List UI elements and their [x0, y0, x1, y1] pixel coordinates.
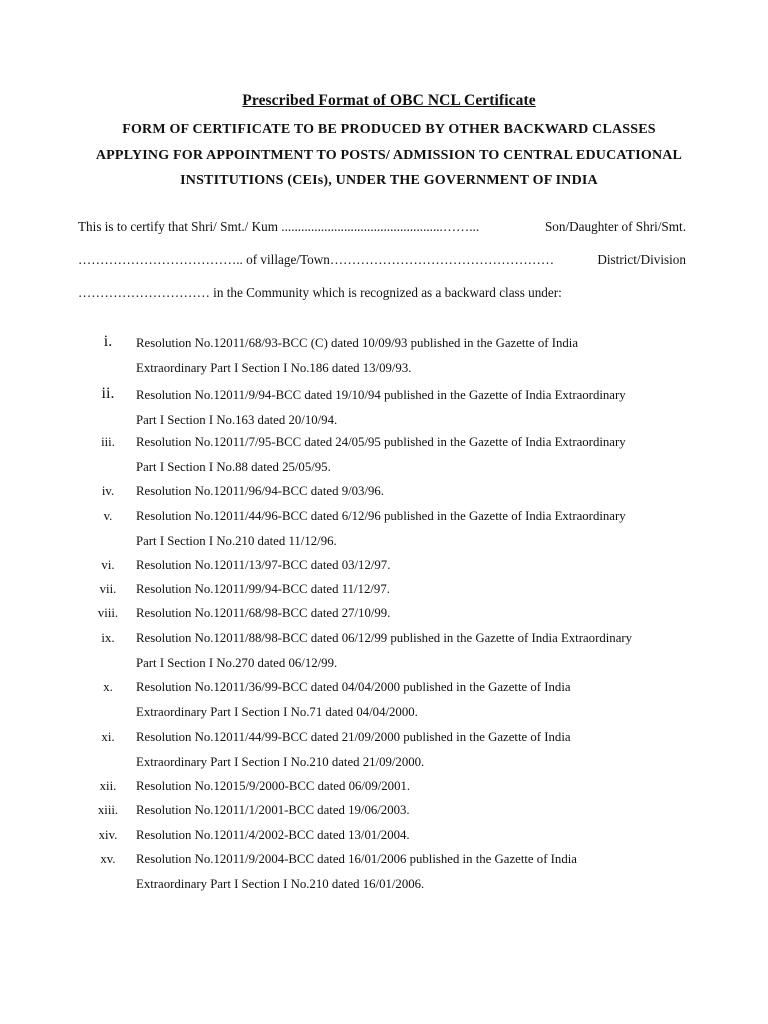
son-daughter-label: Son/Daughter of Shri/Smt.: [544, 219, 686, 234]
resolution-text-line: Resolution No.12011/9/2004-BCC dated 16/01/2006 published in the Gazette of India: [136, 852, 577, 866]
resolution-text-line: Resolution No.12011/99/94-BCC dated 11/12/97.: [136, 582, 390, 596]
district-division-label: District/Division: [597, 252, 686, 267]
village-town-blank: ……………………………….. of village/Town……………………………………………: [78, 252, 555, 267]
resolution-number: x.: [103, 680, 113, 694]
resolution-text-line: Resolution No.12011/88/98-BCC dated 06/12/99 published in the Gazette of India Extraordinary: [136, 631, 633, 645]
resolution-text-line: Extraordinary Part I Section I No.210 dated 16/01/2006.: [136, 876, 425, 891]
resolution-number: ix.: [101, 631, 115, 645]
resolution-text-line: Resolution No.12011/68/98-BCC dated 27/10/99.: [136, 606, 391, 620]
resolution-text-line: Resolution No.12015/9/2000-BCC dated 06/09/2001.: [136, 779, 411, 793]
resolution-text-line: Resolution No.12011/9/94-BCC dated 19/10/94 published in the Gazette of India Extraordinary: [136, 388, 626, 402]
resolution-text-line: Resolution No.12011/44/99-BCC dated 21/09/2000 published in the Gazette of India: [136, 730, 571, 744]
certify-name-blank: This is to certify that Shri/ Smt./ Kum .................................................……...: [78, 219, 480, 234]
resolution-text-line: Extraordinary Part I Section I No.71 dated 04/04/2000.: [136, 704, 418, 719]
resolution-number: v.: [103, 509, 113, 523]
resolution-text-line: Extraordinary Part I Section I No.210 dated 21/09/2000.: [136, 754, 425, 769]
resolution-number: iii.: [101, 435, 115, 449]
resolution-text-line: Part I Section I No.270 dated 06/12/99.: [136, 655, 338, 670]
resolution-number: iv.: [101, 484, 115, 498]
document-title: Prescribed Format of OBC NCL Certificate: [242, 92, 536, 109]
resolution-number: i.: [103, 333, 113, 350]
resolution-text-line: Resolution No.12011/36/99-BCC dated 04/04/2000 published in the Gazette of India: [136, 680, 571, 694]
resolution-number: vi.: [101, 558, 115, 572]
community-line: ………………………… in the Community which is recognized as a backward class under:: [78, 285, 562, 300]
resolution-text-line: Resolution No.12011/44/96-BCC dated 6/12/96 published in the Gazette of India Extraordinary: [136, 509, 626, 523]
resolution-text-line: Part I Section I No.163 dated 20/10/94.: [136, 412, 338, 427]
resolution-number: xiii.: [97, 803, 119, 817]
resolution-text-line: Resolution No.12011/1/2001-BCC dated 19/06/2003.: [136, 803, 410, 817]
resolution-text-line: Part I Section I No.210 dated 11/12/96.: [136, 533, 337, 548]
resolution-text-line: Resolution No.12011/96/94-BCC dated 9/03/96.: [136, 484, 384, 498]
resolution-number: vii.: [99, 582, 117, 596]
form-heading-line-3: INSTITUTIONS (CEIs), UNDER THE GOVERNMENT OF INDIA: [180, 173, 598, 188]
resolution-number: viii.: [97, 606, 119, 620]
resolution-text-line: Resolution No.12011/7/95-BCC dated 24/05/95 published in the Gazette of India Extraordinary: [136, 435, 626, 449]
form-heading-line-2: APPLYING FOR APPOINTMENT TO POSTS/ ADMISSION TO CENTRAL EDUCATIONAL: [95, 148, 683, 163]
resolution-text-line: Extraordinary Part I Section I No.186 dated 13/09/93.: [136, 360, 412, 375]
resolution-number: xi.: [101, 730, 115, 744]
resolution-number: ii.: [101, 385, 115, 402]
resolution-text-line: Resolution No.12011/68/93-BCC (C) dated 10/09/93 published in the Gazette of India: [136, 336, 579, 350]
resolution-text-line: Resolution No.12011/4/2002-BCC dated 13/01/2004.: [136, 828, 410, 842]
resolution-number: xiv.: [98, 828, 118, 842]
resolution-number: xii.: [99, 779, 117, 793]
resolution-text-line: Part I Section I No.88 dated 25/05/95.: [136, 459, 331, 474]
resolution-text-line: Resolution No.12011/13/97-BCC dated 03/12/97.: [136, 558, 391, 572]
resolution-number: xv.: [100, 852, 116, 866]
form-heading-line-1: FORM OF CERTIFICATE TO BE PRODUCED BY OTHER BACKWARD CLASSES: [122, 122, 656, 137]
